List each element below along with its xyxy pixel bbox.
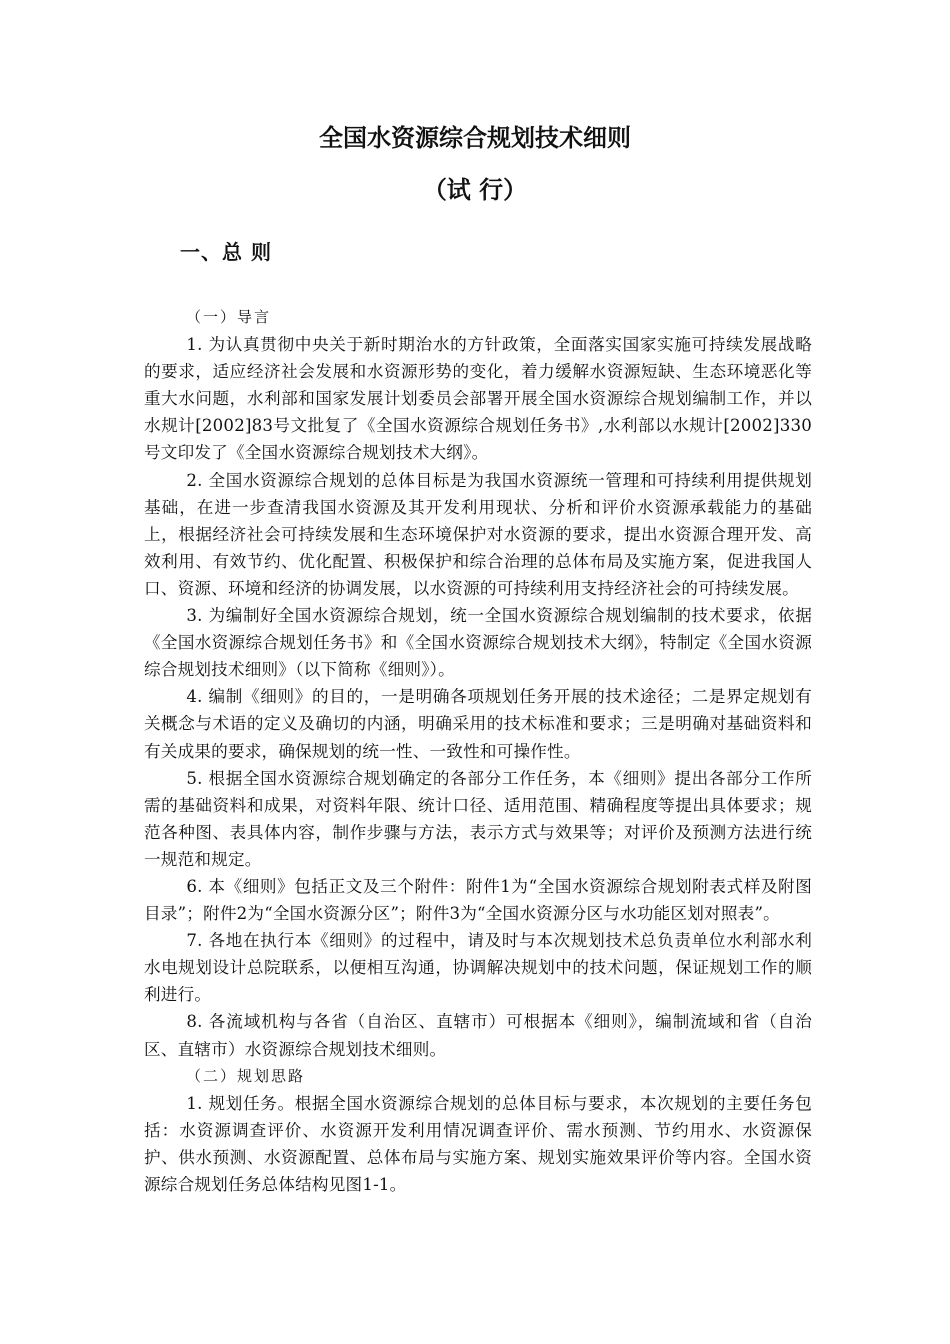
paragraph: 2. 全国水资源综合规划的总体目标是为我国水资源统一管理和可持续利用提供规划基础，在进一步查清我国水资源及其开发利用现状、分析和评价水资源承载能力的基础上，根据经济社会可持续发展和生态环境保护对水资源的要求，提出水资源合理开发、高效利用、有效节约、优化配置、积极保护和综合治理的总体布局及实施方案，促进我国人口、资源、环境和经济的协调发展，以水资源的可持续利用支持经济社会的可持续发展。 — [144, 470, 812, 598]
document-body — [144, 304, 812, 1198]
paragraph: 6. 本《细则》包括正文及三个附件：附件1为“全国水资源综合规划附表式样及附图目录”；附件2为“全国水资源分区”；附件3为“全国水资源分区与水功能区划对照表”。 — [144, 876, 812, 924]
subsection-heading-planning: （二）规划思路 — [186, 1066, 306, 1085]
paragraph: 8. 各流域机构与各省（自治区、直辖市）可根据本《细则》，编制流域和省（自治区、直辖市）水资源综合规划技术细则。 — [144, 1012, 812, 1059]
paragraph: 3. 为编制好全国水资源综合规划，统一全国水资源综合规划编制的技术要求，依据《全国水资源综合规划任务书》和《全国水资源综合规划技术大纲》，特制定《全国水资源综合规划技术细则》（以下简称《细则》）。 — [144, 606, 812, 680]
paragraph: 1. 规划任务。根据全国水资源综合规划的总体目标与要求，本次规划的主要任务包括：水资源调查评价、水资源开发利用情况调查评价、需水预测、节约用水、水资源保护、供水预测、水资源配置、总体布局与实施方案、规划实施效果评价等内容。全国水资源综合规划任务总体结构见图1-1。 — [144, 1093, 812, 1194]
paragraph: 4. 编制《细则》的目的，一是明确各项规划任务开展的技术途径；二是界定规划有关概念与术语的定义及确切的内涵，明确采用的技术标准和要求；三是明确对基础资料和有关成果的要求，确保规划的统一性、一致性和可操作性。 — [144, 687, 812, 761]
section-heading: 一、总 则 — [180, 240, 272, 264]
paragraph: 5. 根据全国水资源综合规划确定的各部分工作任务，本《细则》提出各部分工作所需的基础资料和成果，对资料年限、统计口径、适用范围、精确程度等提出具体要求；规范各种图、表具体内容，制作步骤与方法，表示方式与效果等；对评价及预测方法进行统一规范和规定。 — [144, 768, 812, 869]
paragraph: 1. 为认真贯彻中央关于新时期治水的方针政策，全面落实国家实施可持续发展战略的要求，适应经济社会发展和水资源形势的变化，着力缓解水资源短缺、生态环境恶化等重大水问题，水利部和国家发展计划委员会部署开展全国水资源综合规划编制工作，并以水规计[2002]83号文批复了《全国水资源综合规划任务书》,水利部以水规计[2002]330号文印发了《全国水资源综合规划技术大纲》。 — [144, 335, 812, 463]
subsection-heading-intro: （一）导言 — [186, 308, 272, 326]
document-subtitle: （试 行） — [422, 176, 528, 204]
paragraph: 7. 各地在执行本《细则》的过程中，请及时与本次规划技术总负责单位水利部水利水电规划设计总院联系，以便相互沟通，协调解决规划中的技术问题，保证规划工作的顺利进行。 — [144, 931, 812, 1005]
document-title: 全国水资源综合规划技术细则 — [319, 124, 631, 152]
